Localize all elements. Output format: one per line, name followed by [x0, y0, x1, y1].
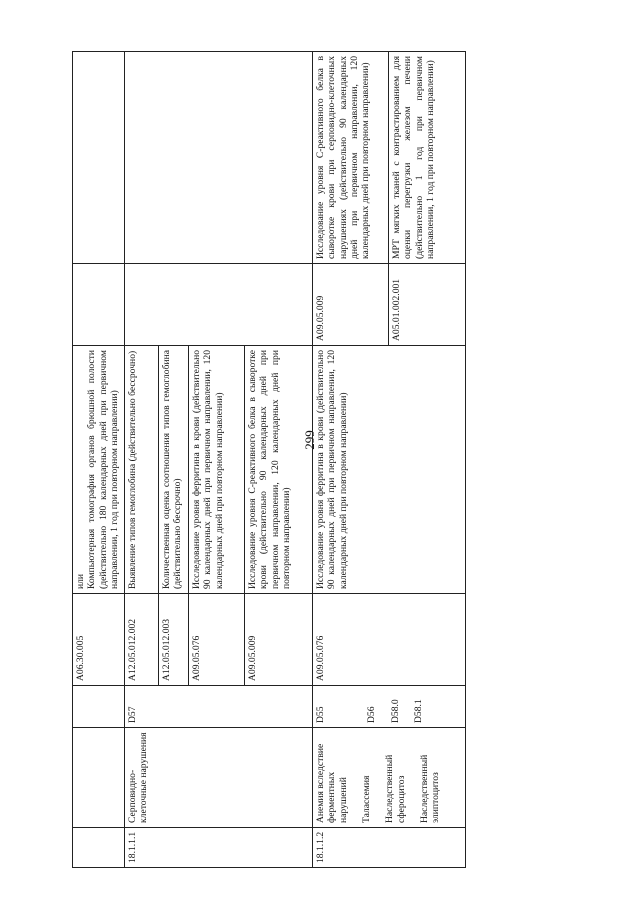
service-name: Исследование уровня ферритина в крови (действительно 90 календарных дней при первичном направлении, 120 календарных дней при повторном направлении)	[313, 346, 466, 594]
row-number: 18.1.1.2	[313, 828, 466, 868]
alt-service-code: A05.01.002.001	[389, 264, 466, 346]
service-name: Исследование уровня ферритина в крови (действительно 90 календарных дней при первичном направлении, 120 календарных дней при повторном направлении)	[189, 346, 245, 594]
icd-code	[73, 686, 125, 728]
rotated-table-container	[72, 52, 466, 868]
alt-service-code: A09.05.009	[313, 264, 389, 346]
service-code: A12.05.012.002	[125, 594, 159, 686]
disease-name-1: Анемия вследствие ферментных нарушений	[315, 743, 349, 823]
table-row	[73, 52, 125, 868]
services-table	[72, 51, 466, 868]
or-label: или	[75, 573, 86, 589]
disease-name-3: Наследственный сфероцитоз	[384, 754, 407, 823]
service-code: A06.30.005	[73, 594, 125, 686]
disease-name-2: Таласcемия	[360, 775, 372, 823]
icd-code: D57	[125, 686, 313, 728]
service-name	[73, 346, 125, 594]
icd-code-2: D56	[366, 706, 378, 723]
service-name: Количественная оценка соотношения типов гемоглобина (действительно бессрочно)	[159, 346, 189, 594]
service-code: A09.05.076	[189, 594, 245, 686]
alt-service-name	[73, 52, 125, 264]
service-code: A12.05.012.003	[159, 594, 189, 686]
alt-service-name: МРТ мягких тканей с контрастированием для оценки перегрузки железом печени (действительно 1 год при первичном направлении, 1 год при повторном направлении)	[389, 52, 466, 264]
disease-name	[313, 728, 466, 828]
service-code: A09.05.076	[313, 594, 466, 686]
alt-service-code	[125, 264, 313, 346]
service-code: A09.05.009	[245, 594, 313, 686]
row-number	[73, 828, 125, 868]
disease-name: Серповидно-клеточные нарушения	[125, 728, 313, 828]
row-number: 18.1.1.1	[125, 828, 313, 868]
service-name: Исследование уровня С-реактивного белка в сыворотке крови (действительно 90 календарных дней при первичном направлении, 120 календарных дней при повторном направлении)	[245, 346, 313, 594]
icd-code-4: D58.1	[412, 699, 424, 723]
page-number: 299	[301, 430, 317, 450]
service-name: Выявление типов гемоглобина (действительно бессрочно)	[125, 346, 159, 594]
disease-name	[73, 728, 125, 828]
icd-code	[313, 686, 466, 728]
icd-code-1: D55	[315, 706, 326, 723]
table-row	[125, 52, 159, 868]
table-row	[313, 52, 389, 868]
service-name-text: Компьютерная томография органов брюшной полости (действительно 180 календарных дней при первичном направлении, 1 год при повторном направлении)	[86, 350, 120, 589]
alt-service-name: Исследование уровня С-реактивного белка в сыворотке крови при серповидно-клеточных нарушениях (действительно 90 календарных дней при первичном направлении, 120 календарных дней при повторном направлении)	[313, 52, 389, 264]
alt-service-name	[125, 52, 313, 264]
icd-code-3: D58.0	[389, 699, 401, 723]
alt-service-code	[73, 264, 125, 346]
disease-name-4: Наследственный элиптоцитоз	[418, 754, 442, 823]
